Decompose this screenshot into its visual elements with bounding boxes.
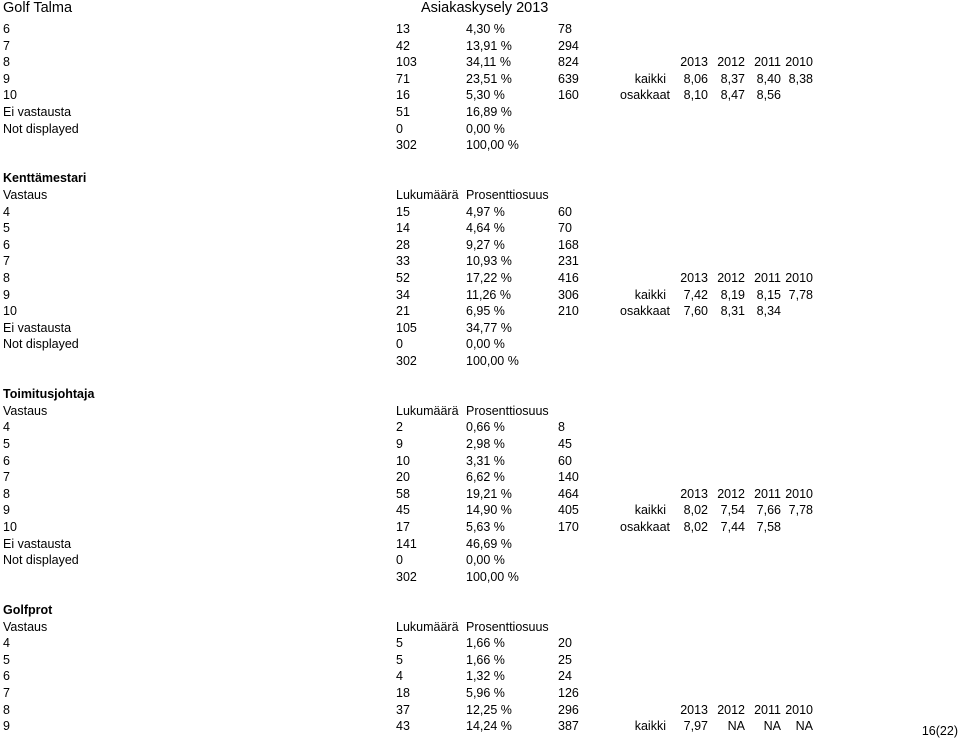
- table-row: [0, 38, 960, 54]
- answer-label: 9: [3, 287, 10, 302]
- count-cell: 0: [396, 121, 403, 136]
- summary-2013: 8,02: [683, 520, 708, 534]
- summary-2012: 2012: [717, 55, 745, 70]
- count-cell: 20: [396, 470, 410, 485]
- weighted-cell: 210: [558, 304, 579, 319]
- summary-2013: 2013: [680, 486, 708, 501]
- answer-label: 6: [3, 453, 10, 468]
- count-cell: 0: [396, 337, 403, 352]
- weighted-cell: 294: [558, 38, 579, 53]
- summary-2011: 2011: [754, 55, 781, 70]
- summary-2013: 8,10: [683, 88, 708, 103]
- count-cell: 51: [396, 105, 410, 119]
- table-row: [0, 270, 960, 286]
- percent-cell: 5,63 %: [466, 520, 505, 534]
- percent-cell: 14,24 %: [466, 719, 512, 734]
- answer-label: 10: [3, 520, 17, 534]
- summary-2010: 2010: [785, 702, 813, 717]
- count-cell: 37: [396, 702, 410, 717]
- percent-cell: 4,64 %: [466, 221, 505, 236]
- summary-2010: NA: [795, 719, 813, 734]
- count-cell: 45: [396, 503, 410, 518]
- count-cell: 33: [396, 254, 410, 269]
- answer-label: Not displayed: [3, 337, 79, 352]
- answer-label: Ei vastausta: [3, 105, 72, 119]
- weighted-cell: 296: [558, 702, 579, 717]
- percent-cell: 1,66 %: [466, 652, 505, 667]
- section-title: [0, 170, 960, 186]
- answer-label: 9: [3, 71, 10, 86]
- answer-label: 9: [3, 503, 10, 518]
- section-title-text: Kenttämestari: [3, 171, 87, 186]
- count-cell: 302: [396, 569, 417, 584]
- table-row: [0, 303, 960, 319]
- percent-cell: 17,22 %: [466, 271, 512, 285]
- answer-label: Ei vastausta: [3, 320, 72, 335]
- answer-label: 8: [3, 702, 10, 717]
- count-cell: 302: [396, 138, 417, 153]
- table-row: [0, 536, 960, 552]
- summary-group-label: kaikki: [634, 71, 666, 86]
- table-row: [0, 104, 960, 120]
- column-header-row: [0, 403, 960, 419]
- count-cell: 5: [396, 636, 403, 651]
- summary-2012: 2012: [717, 702, 745, 717]
- summary-2010: 7,78: [788, 287, 813, 302]
- document-header-survey: Asiakaskysely 2013: [421, 0, 549, 16]
- count-cell: 2: [396, 420, 403, 435]
- summary-2013: 2013: [680, 55, 708, 70]
- summary-2013: 8,02: [683, 503, 708, 518]
- percent-cell: 2,98 %: [466, 437, 505, 451]
- count-cell: 18: [396, 686, 410, 700]
- header-prosenttiosuus: Prosenttiosuus: [466, 403, 549, 418]
- table-row: [0, 419, 960, 435]
- table-row: [0, 320, 960, 336]
- answer-label: 6: [3, 669, 10, 684]
- percent-cell: 46,69 %: [466, 536, 512, 551]
- count-cell: 10: [396, 453, 410, 468]
- answer-label: 6: [3, 237, 10, 252]
- weighted-cell: 639: [558, 71, 579, 86]
- summary-2011: 8,15: [756, 287, 781, 302]
- summary-2011: NA: [763, 719, 781, 734]
- percent-cell: 6,95 %: [466, 304, 505, 319]
- table-row: [0, 569, 960, 585]
- weighted-cell: 78: [558, 22, 572, 36]
- count-cell: 28: [396, 237, 410, 252]
- page-number: 16(22): [921, 724, 958, 738]
- percent-cell: 100,00 %: [466, 138, 519, 153]
- table-row: [0, 137, 960, 153]
- header-lukumaara: Lukumäärä: [396, 403, 459, 418]
- weighted-cell: 387: [558, 719, 579, 734]
- count-cell: 4: [396, 669, 403, 684]
- table-row: [0, 635, 960, 651]
- answer-label: 6: [3, 22, 10, 36]
- table-row: [0, 87, 960, 103]
- percent-cell: 9,27 %: [466, 237, 505, 252]
- table-row: [0, 469, 960, 485]
- count-cell: 16: [396, 88, 410, 103]
- summary-2011: 8,34: [756, 304, 781, 319]
- count-cell: 42: [396, 38, 410, 53]
- percent-cell: 12,25 %: [466, 702, 512, 717]
- weighted-cell: 20: [558, 636, 572, 651]
- weighted-cell: 25: [558, 652, 572, 667]
- percent-cell: 100,00 %: [466, 569, 519, 584]
- answer-label: 8: [3, 55, 10, 70]
- summary-2011: 7,66: [756, 503, 781, 518]
- header-vastaus: Vastaus: [3, 403, 48, 418]
- table-row: [0, 486, 960, 502]
- table-row: [0, 121, 960, 137]
- section-title: [0, 602, 960, 618]
- answer-label: 8: [3, 271, 10, 285]
- section-title-text: Toimitusjohtaja: [3, 387, 95, 402]
- section-title: [0, 386, 960, 402]
- summary-2013: 7,97: [683, 719, 708, 734]
- weighted-cell: 416: [558, 271, 579, 285]
- summary-2013: 2013: [680, 271, 708, 285]
- percent-cell: 34,11 %: [466, 55, 511, 70]
- summary-2010: 2010: [785, 55, 813, 70]
- count-cell: 15: [396, 204, 410, 219]
- answer-label: 7: [3, 686, 10, 700]
- count-cell: 5: [396, 652, 403, 667]
- weighted-cell: 45: [558, 437, 572, 451]
- summary-group-label: osakkaat: [620, 88, 671, 103]
- answer-label: 7: [3, 38, 10, 53]
- answer-label: 7: [3, 254, 10, 269]
- summary-2012: NA: [727, 719, 745, 734]
- header-vastaus: Vastaus: [3, 188, 48, 202]
- count-cell: 105: [396, 320, 417, 335]
- answer-label: 5: [3, 652, 10, 667]
- answer-label: 10: [3, 304, 17, 319]
- table-row: [0, 652, 960, 668]
- weighted-cell: 60: [558, 204, 572, 219]
- header-prosenttiosuus: Prosenttiosuus: [466, 619, 549, 634]
- count-cell: 14: [396, 221, 410, 236]
- summary-group-label: osakkaat: [620, 304, 671, 319]
- summary-group-label: kaikki: [634, 287, 666, 302]
- percent-cell: 10,93 %: [466, 254, 512, 269]
- weighted-cell: 8: [558, 420, 565, 435]
- weighted-cell: 24: [558, 669, 572, 684]
- table-row: [0, 668, 960, 684]
- answer-label: Not displayed: [3, 553, 79, 568]
- summary-2012: 8,31: [720, 304, 745, 319]
- percent-cell: 16,89 %: [466, 105, 512, 119]
- column-header-row: [0, 619, 960, 635]
- summary-2012: 7,44: [720, 520, 745, 534]
- weighted-cell: 160: [558, 88, 579, 103]
- table-row: [0, 519, 960, 535]
- weighted-cell: 126: [558, 686, 579, 700]
- answer-label: 5: [3, 221, 10, 236]
- document-header-title: Golf Talma: [3, 0, 73, 16]
- answer-label: 8: [3, 486, 10, 501]
- percent-cell: 34,77 %: [466, 320, 512, 335]
- percent-cell: 0,00 %: [466, 121, 505, 136]
- count-cell: 9: [396, 437, 403, 451]
- table-row: [0, 21, 960, 37]
- percent-cell: 19,21 %: [466, 486, 512, 501]
- summary-2011: 2011: [754, 271, 781, 285]
- summary-2010: 8,38: [788, 71, 813, 86]
- percent-cell: 0,00 %: [466, 337, 505, 352]
- answer-label: Not displayed: [3, 121, 79, 136]
- table-row: [0, 353, 960, 369]
- count-cell: 43: [396, 719, 410, 734]
- answer-label: 9: [3, 719, 10, 734]
- table-row: [0, 220, 960, 236]
- weighted-cell: 60: [558, 453, 572, 468]
- count-cell: 17: [396, 520, 410, 534]
- weighted-cell: 140: [558, 470, 579, 485]
- table-row: [0, 453, 960, 469]
- count-cell: 302: [396, 354, 417, 368]
- answer-label: 10: [3, 88, 17, 103]
- weighted-cell: 306: [558, 287, 579, 302]
- summary-group-label: kaikki: [634, 503, 666, 518]
- count-cell: 58: [396, 486, 410, 501]
- weighted-cell: 824: [558, 55, 579, 70]
- summary-2011: 8,40: [756, 71, 781, 86]
- weighted-cell: 168: [558, 237, 579, 252]
- weighted-cell: 170: [558, 520, 579, 534]
- percent-cell: 4,30 %: [466, 22, 505, 36]
- percent-cell: 1,66 %: [466, 636, 505, 651]
- percent-cell: 6,62 %: [466, 470, 505, 485]
- header-lukumaara: Lukumäärä: [396, 188, 459, 202]
- table-row: [0, 718, 960, 734]
- count-cell: 103: [396, 55, 417, 70]
- summary-2013: 7,60: [683, 304, 708, 319]
- count-cell: 52: [396, 271, 410, 285]
- percent-cell: 100,00 %: [466, 354, 519, 368]
- percent-cell: 0,66 %: [466, 420, 505, 435]
- table-row: [0, 237, 960, 253]
- percent-cell: 14,90 %: [466, 503, 512, 518]
- table-row: [0, 336, 960, 352]
- table-row: [0, 502, 960, 518]
- summary-group-label: kaikki: [634, 719, 666, 734]
- summary-2010: 7,78: [788, 503, 813, 518]
- summary-2012: 2012: [717, 271, 745, 285]
- answer-label: 5: [3, 437, 10, 451]
- percent-cell: 13,91 %: [466, 38, 512, 53]
- table-row: [0, 685, 960, 701]
- percent-cell: 11,26 %: [466, 287, 511, 302]
- weighted-cell: 464: [558, 486, 579, 501]
- header-prosenttiosuus: Prosenttiosuus: [466, 188, 549, 202]
- percent-cell: 3,31 %: [466, 453, 505, 468]
- answer-label: 7: [3, 470, 10, 485]
- table-row: [0, 702, 960, 718]
- table-row: [0, 204, 960, 220]
- column-header-row: [0, 187, 960, 203]
- summary-2010: 2010: [785, 271, 813, 285]
- summary-2012: 8,47: [720, 88, 745, 103]
- table-row: [0, 436, 960, 452]
- summary-2011: 8,56: [756, 88, 781, 103]
- table-row: [0, 552, 960, 568]
- count-cell: 0: [396, 553, 403, 568]
- table-row: [0, 54, 960, 70]
- summary-2013: 2013: [680, 702, 708, 717]
- summary-2012: 2012: [717, 486, 745, 501]
- header-lukumaara: Lukumäärä: [396, 619, 459, 634]
- answer-label: Ei vastausta: [3, 536, 72, 551]
- summary-2013: 8,06: [683, 71, 708, 86]
- percent-cell: 4,97 %: [466, 204, 505, 219]
- answer-label: 4: [3, 420, 10, 435]
- table-row: [0, 71, 960, 87]
- weighted-cell: 231: [558, 254, 579, 269]
- weighted-cell: 405: [558, 503, 579, 518]
- summary-2013: 7,42: [683, 287, 708, 302]
- weighted-cell: 70: [558, 221, 572, 236]
- summary-2012: 8,19: [720, 287, 745, 302]
- section-title-text: Golfprot: [3, 603, 53, 617]
- percent-cell: 1,32 %: [466, 669, 505, 684]
- count-cell: 141: [396, 536, 417, 551]
- table-row: [0, 253, 960, 269]
- summary-2012: 8,37: [720, 71, 745, 86]
- count-cell: 71: [396, 71, 410, 86]
- summary-2011: 2011: [754, 702, 781, 717]
- summary-group-label: osakkaat: [620, 520, 671, 534]
- percent-cell: 5,96 %: [466, 686, 505, 700]
- count-cell: 13: [396, 22, 410, 36]
- count-cell: 34: [396, 287, 410, 302]
- table-row: [0, 287, 960, 303]
- summary-2010: 2010: [785, 486, 813, 501]
- header-vastaus: Vastaus: [3, 619, 48, 634]
- summary-2011: 2011: [754, 486, 781, 501]
- percent-cell: 0,00 %: [466, 553, 505, 568]
- count-cell: 21: [396, 304, 410, 319]
- answer-label: 4: [3, 636, 10, 651]
- summary-2011: 7,58: [756, 520, 781, 534]
- answer-label: 4: [3, 204, 10, 219]
- percent-cell: 5,30 %: [466, 88, 505, 103]
- summary-2012: 7,54: [720, 503, 745, 518]
- percent-cell: 23,51 %: [466, 71, 512, 86]
